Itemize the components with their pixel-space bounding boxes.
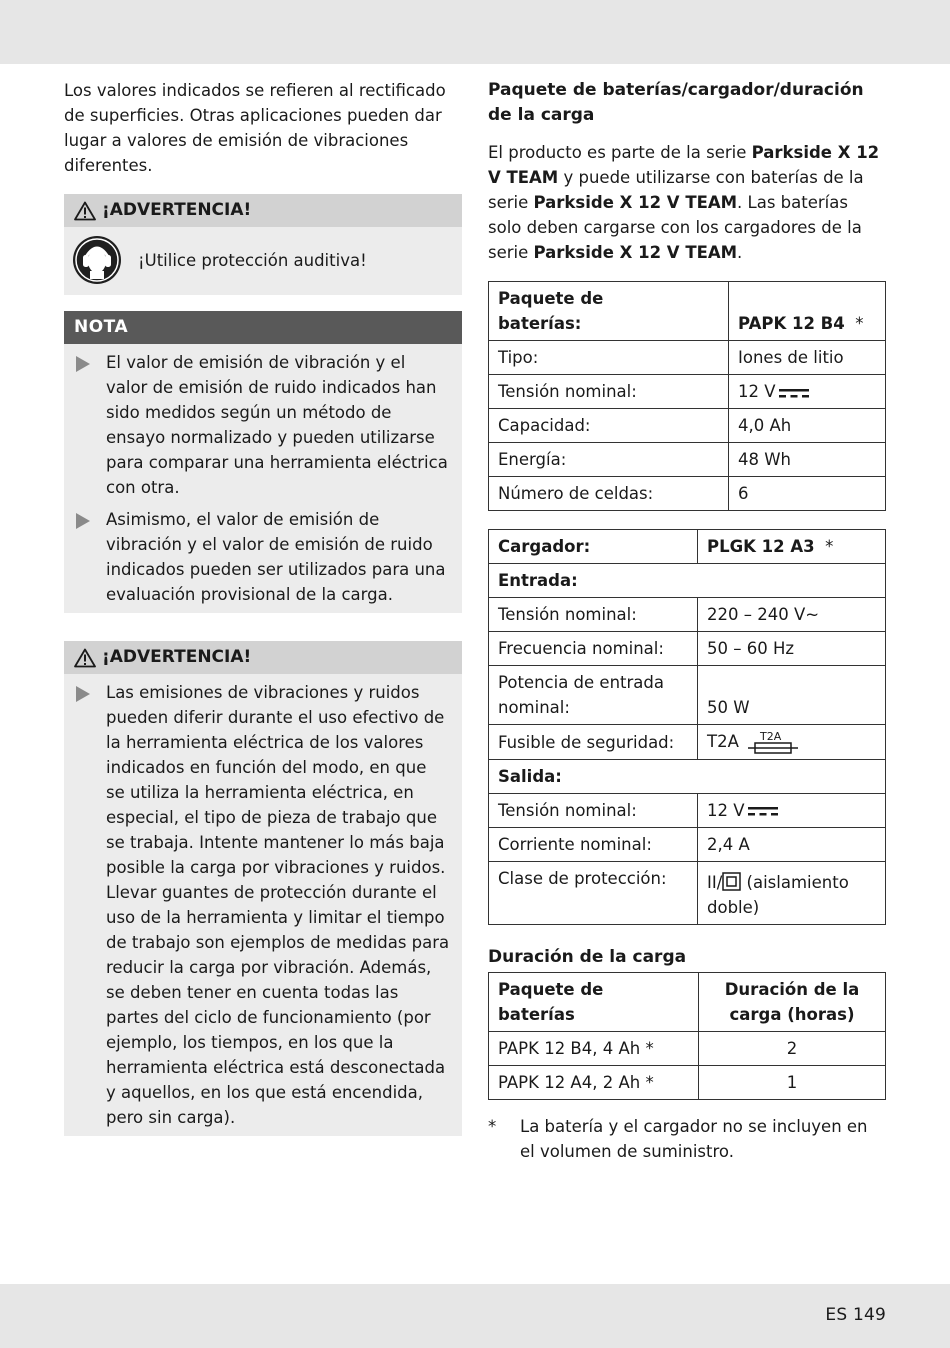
hearing-protection-row bbox=[64, 227, 462, 295]
table-row: Tensión nominal: 12 V bbox=[489, 793, 886, 827]
table-row: PAPK 12 A4, 2 Ah * 1 bbox=[489, 1065, 886, 1099]
right-column bbox=[488, 78, 886, 1164]
charger-label: Cargador: bbox=[489, 530, 698, 564]
footnote bbox=[488, 1114, 886, 1164]
section-heading: Paquete de baterías/cargador/duración de la carga bbox=[488, 80, 864, 125]
table-row: Capacidad: 4,0 Ah bbox=[489, 409, 886, 443]
table-row: Número de celdas: 6 bbox=[489, 477, 886, 511]
footnote-text: La batería y el cargador no se incluyen en el volumen de suministro. bbox=[520, 1116, 868, 1161]
warning-triangle-icon bbox=[74, 201, 96, 221]
series-paragraph: El producto es parte de la serie Parkside X 12 V TEAM y puede utilizarse con baterías de la serie Parkside X 12 V TEAM. Las baterías solo deben cargarse con los cargadores de la serie Parkside X 12 V TEAM. bbox=[488, 143, 880, 262]
dc-current-icon bbox=[748, 805, 778, 817]
column-header: Duración de la carga (horas) bbox=[699, 972, 886, 1031]
warning-box-vibration bbox=[64, 641, 462, 1136]
warning-header bbox=[64, 194, 462, 227]
charger-spec-table bbox=[488, 529, 886, 925]
table-row: Fusible de seguridad: T2A T2A bbox=[489, 725, 886, 760]
warning-box-hearing bbox=[64, 194, 462, 295]
table-row: Tensión nominal: 12 V bbox=[489, 375, 886, 409]
fuse-symbol-icon bbox=[748, 731, 798, 755]
nota-item: El valor de emisión de vibración y el valor de emisión de ruido indicados han sido medidos según un método de ensayo normalizado y pueden utilizarse para comparar una herramienta eléctrica con otra. bbox=[74, 350, 450, 500]
charge-duration-table bbox=[488, 972, 886, 1100]
dc-current-icon bbox=[779, 387, 809, 399]
left-column bbox=[64, 78, 462, 1136]
table-row: PAPK 12 B4, 4 Ah * 2 bbox=[489, 1031, 886, 1065]
nota-header: NOTA bbox=[64, 311, 462, 344]
table-row: Clase de protección: II/ (aislamiento doble) bbox=[489, 861, 886, 924]
fuse-symbol-label: T2A bbox=[760, 730, 782, 743]
footnote-star: * bbox=[488, 1116, 497, 1136]
table-row: Potencia de entrada nominal: 50 W bbox=[489, 666, 886, 725]
table-row: Tipo: Iones de litio bbox=[489, 341, 886, 375]
charger-model: PLGK 12 A3 * bbox=[698, 530, 886, 564]
battery-model: PAPK 12 B4 * bbox=[729, 282, 886, 341]
battery-spec-table bbox=[488, 281, 886, 511]
warning-title: ¡ADVERTENCIA! bbox=[102, 647, 252, 667]
warning-title: ¡ADVERTENCIA! bbox=[102, 200, 252, 220]
nota-box bbox=[64, 311, 462, 613]
nota-item: Asimismo, el valor de emisión de vibración y el valor de emisión de ruido indicados pueden ser utilizados para una evaluación provisional de la carga. bbox=[74, 507, 450, 607]
input-label: Entrada: bbox=[489, 564, 886, 598]
warning-item: Las emisiones de vibraciones y ruidos pueden diferir durante el uso efectivo de la herramienta eléctrica de los valores indicados en función del modo, en que se utiliza la herramienta eléctrica, en especial, el tipo de pieza de trabajo que se trabaja. Intente mantener lo más baja posible la carga por vibraciones y ruidos. Llevar guantes de protección durante el uso de la herramienta y limitar el tiempo de trabajo son ejemplos de medidas para reducir la carga por vibración. Además, se deben tener en cuenta todas las partes del ciclo de funcionamiento (por ejemplo, los tiempos, en los que la herramienta eléctrica está desconectada y aquellos, en los que está encendida, pero sin carga). bbox=[74, 680, 450, 1130]
output-label: Salida: bbox=[489, 759, 886, 793]
hearing-protection-text: ¡Utilice protección auditiva! bbox=[138, 250, 367, 270]
top-bar bbox=[0, 0, 950, 64]
duration-heading: Duración de la carga bbox=[488, 946, 687, 967]
battery-label: Paquete de baterías: bbox=[489, 282, 729, 341]
table-row: Tensión nominal: 220 – 240 V~ bbox=[489, 598, 886, 632]
table-row: Frecuencia nominal: 50 – 60 Hz bbox=[489, 632, 886, 666]
table-row: Energía: 48 Wh bbox=[489, 443, 886, 477]
double-insulation-icon bbox=[722, 872, 741, 891]
column-header: Paquete de baterías bbox=[489, 972, 699, 1031]
warning-header bbox=[64, 641, 462, 674]
intro-paragraph: Los valores indicados se refieren al rectificado de superficies. Otras aplicaciones pueden dar lugar a valores de emisión de vibraciones diferentes. bbox=[64, 81, 446, 175]
warning-triangle-icon bbox=[74, 648, 96, 668]
page-number: ES 149 bbox=[825, 1305, 886, 1325]
table-row: Corriente nominal: 2,4 A bbox=[489, 827, 886, 861]
bottom-bar bbox=[0, 1284, 950, 1348]
ear-protection-icon bbox=[72, 235, 122, 285]
